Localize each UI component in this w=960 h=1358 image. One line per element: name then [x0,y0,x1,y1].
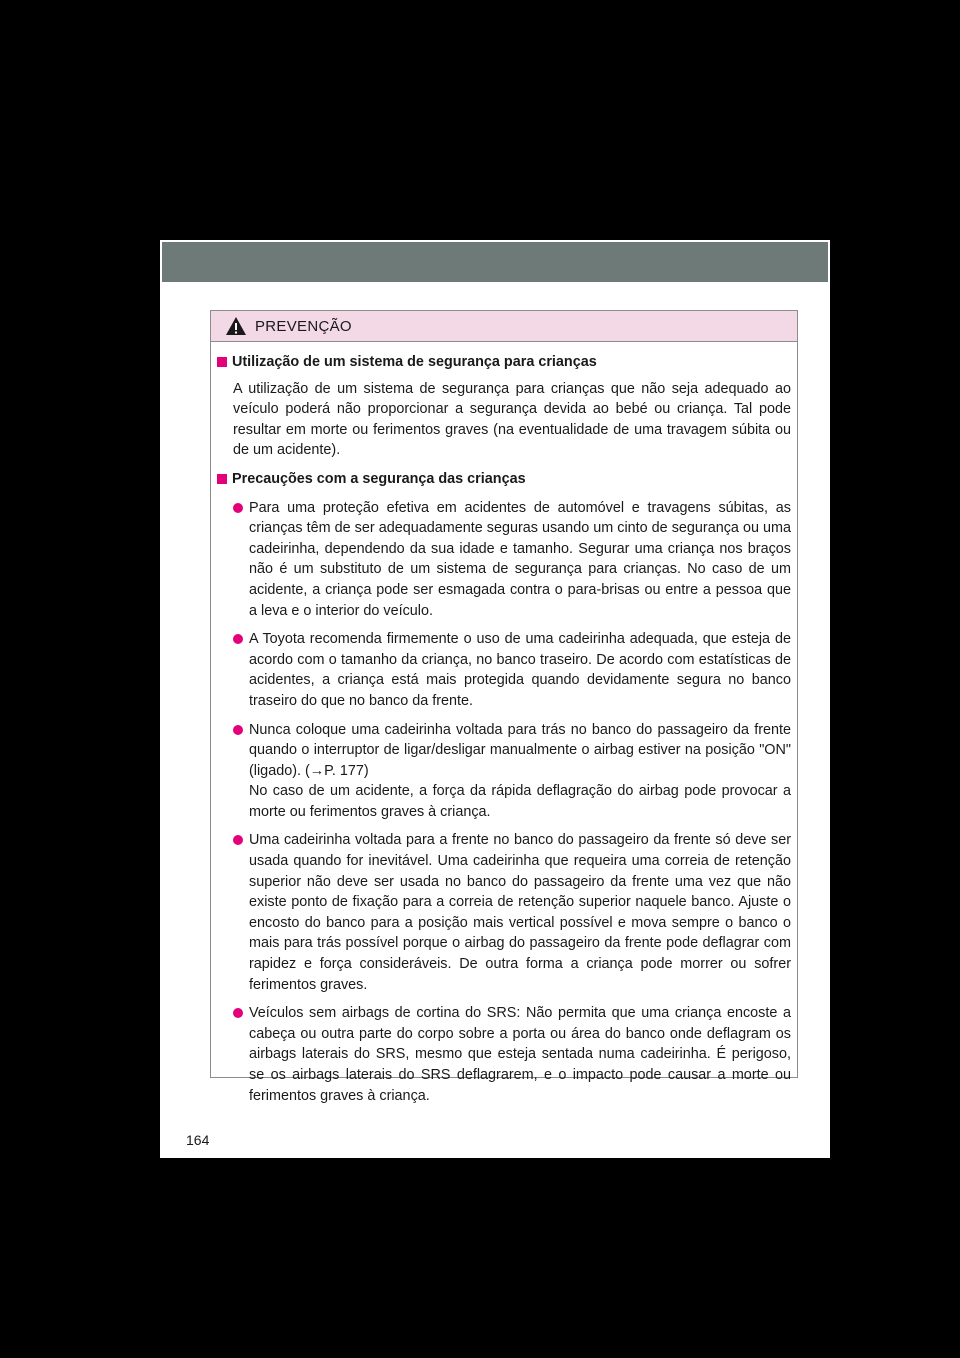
list-item [217,720,791,823]
list-item [217,1003,791,1106]
round-bullet-icon [233,1008,243,1018]
section-title [217,352,791,373]
round-bullet-icon [233,503,243,513]
section-paragraph: A utilização de um sistema de segurança para crianças que não seja adequado ao veículo poderá não proporcionar a segurança devida ao bebé ou criança. Tal pode resultar em morte ou ferimentos graves (na eventualidade de uma travagem súbita ou de um acidente). [233,380,791,459]
section-child-safety-precautions [217,469,791,1106]
list-item [217,830,791,995]
warning-box [210,310,798,1104]
section-title-text: Utilização de um sistema de segurança para crianças [232,354,597,370]
page-number: 164 [186,1132,210,1148]
section-child-restraint-use [217,352,791,461]
list-item-line: Uma cadeirinha voltada para a frente no banco do passageiro da frente só deve ser usada quando for inevitável. Uma cadeirinha que requeira uma correia de retenção superior não deve ser usada no banco do passageiro da frente uma vez que não existe ponto de fixação para a correia de retenção superior naquele banco. Ajuste o encosto do banco para a posição mais vertical possível e mova sempre o banco o mais para trás possível porque o airbag do passageiro da frente pode deflagrar com rapidez e força consideráveis. De outra forma a criança pode morrer ou sofrer ferimentos graves. [249,832,791,993]
warning-header [211,311,797,342]
list-item-line: A Toyota recomenda firmemente o uso de uma cadeirinha adequada, que esteja de acordo com o tamanho da criança, no banco traseiro. De acordo com estatísticas de acidentes, a criança está mais protegida quando devidamente segura no banco traseiro do que no banco da frente. [249,631,791,709]
list-item-text [249,830,791,995]
list-item-text [249,1003,791,1106]
list-item-line: Nunca coloque uma cadeirinha voltada para trás no banco do passageiro da frente quando o interruptor de ligar/desligar manualmente o airbag estiver na posição "ON" (ligado). (→P. 177) [249,721,791,779]
list-item [217,498,791,622]
section-title [217,469,791,490]
round-bullet-icon [233,634,243,644]
square-bullet-icon [217,474,227,484]
list-item-line: Veículos sem airbags de cortina do SRS: Não permita que uma criança encoste a cabeça ou outra parte do corpo sobre a porta ou área do banco onde deflagram os airbags laterais do SRS, mesmo que esteja sentada numa cadeirinha. É perigoso, se os airbags laterais do SRS deflagrarem, e o impacto pode causar a morte ou ferimentos graves à criança. [249,1005,791,1104]
list-item [217,629,791,711]
section-title-text: Precauções com a segurança das crianças [232,470,526,487]
manual-page [160,240,830,1158]
warning-title: PREVENÇÃO [255,317,352,335]
warning-content [211,342,797,1106]
header-band [162,242,828,282]
round-bullet-icon [233,725,243,735]
square-bullet-icon [217,357,227,367]
list-item-line: No caso de um acidente, a força da rápida deflagração do airbag pode provocar a morte ou ferimentos graves à criança. [249,783,791,820]
list-item-text [249,498,791,622]
round-bullet-icon [233,835,243,845]
warning-triangle-icon [225,316,247,336]
list-item-text [249,720,791,823]
list-item-text [249,629,791,711]
list-item-line: Para uma proteção efetiva em acidentes de automóvel e travagens súbitas, as crianças têm de ser adequadamente seguras usando um cinto de segurança ou uma cadeirinha, dependendo da sua idade e tamanho. Segurar uma criança nos braços não é um substituto de um sistema de segurança para crianças. No caso de um acidente, a criança pode ser esmagada contra o para-brisas ou entre a pessoa que a leva e o interior do veículo. [249,499,791,619]
